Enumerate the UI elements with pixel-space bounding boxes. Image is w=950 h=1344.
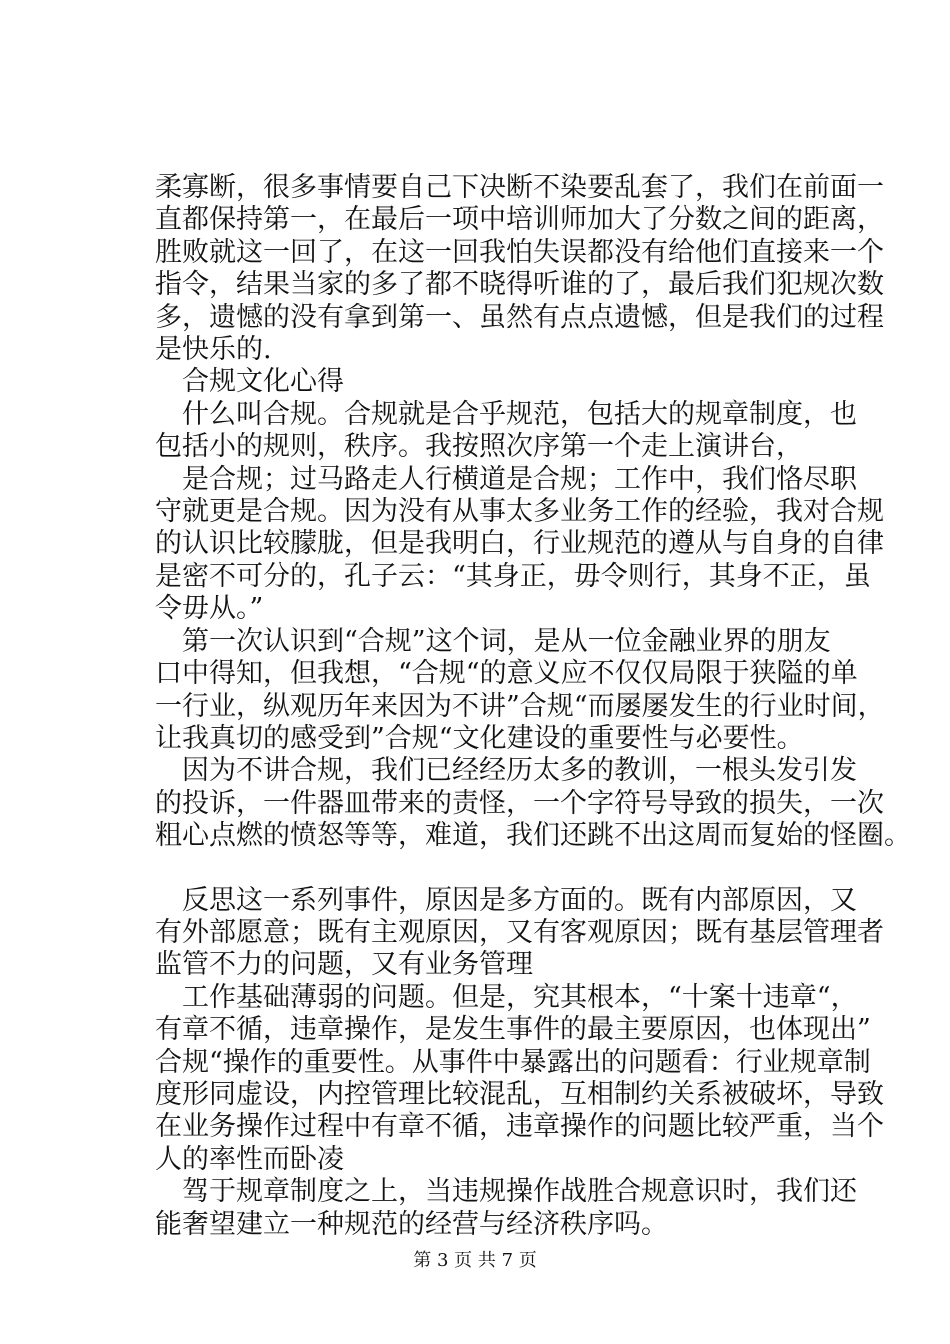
paragraph xyxy=(155,398,857,464)
paragraph xyxy=(155,755,911,852)
text-line: 粗心点燃的愤怒等等，难道，我们还跳不出这周而复始的怪圈。 xyxy=(155,820,911,852)
text-line: 驾于规章制度之上，当违规操作战胜合规意识时，我们还 xyxy=(182,1176,857,1208)
text-line: 合规文化心得 xyxy=(182,366,344,398)
text-line: 让我真切的感受到”合规“文化建设的重要性与必要性。 xyxy=(155,722,804,754)
text-line: 指令，结果当家的多了都不晓得听谁的了，最后我们犯规次数 xyxy=(155,269,884,301)
text-line: 直都保持第一，在最后一项中培训师加大了分数之间的距离， xyxy=(155,204,884,236)
text-line: 柔寡断，很多事情要自己下决断不染要乱套了，我们在前面一 xyxy=(155,172,884,203)
text-line: 守就更是合规。因为没有从事太多业务工作的经验，我对合规 xyxy=(155,496,884,528)
paragraph xyxy=(155,366,845,398)
text-line: 有外部愿意；既有主观原因，又有客观原因；既有基层管理者 xyxy=(155,916,884,948)
text-line: 令毋从。” xyxy=(155,593,264,625)
paragraph xyxy=(155,463,884,626)
text-line: 度形同虚设，内控管理比较混乱，互相制约关系被破坏，导致 xyxy=(155,1078,884,1110)
text-line: 胜败就这一回了，在这一回我怕失误都没有给他们直接来一个 xyxy=(155,236,884,268)
text-line: 是密不可分的，孔子云：“其身正，毋令则行，其身不正，虽 xyxy=(155,560,871,592)
text-line: 合规“操作的重要性。从事件中暴露出的问题看：行业规章制 xyxy=(155,1046,871,1078)
text-line: 什么叫合规。合规就是合乎规范，包括大的规章制度，也 xyxy=(182,398,857,430)
text-line: 能奢望建立一种规范的经营与经济秩序吗。 xyxy=(155,1208,668,1240)
text-line: 监管不力的问题，又有业务管理 xyxy=(155,949,533,981)
text-line: 是合规；过马路走人行横道是合规；工作中，我们恪尽职 xyxy=(182,463,857,495)
text-line: 的认识比较朦胧，但是我明白，行业规范的遵从与自身的自律 xyxy=(155,528,884,560)
paragraph xyxy=(155,981,884,1176)
text-line: 是快乐的. xyxy=(155,334,272,366)
paragraph xyxy=(155,625,885,756)
paragraph xyxy=(155,172,884,366)
text-line: 一行业，纵观历年来因为不讲”合规“而屡屡发生的行业时间， xyxy=(155,690,885,722)
text-line: 口中得知，但我想，“合规“的意义应不仅仅局限于狭隘的单 xyxy=(155,658,858,690)
text-line: 的投诉，一件器皿带来的责怪，一个字符号导致的损失，一次 xyxy=(155,787,884,819)
paragraph-gap xyxy=(155,853,845,885)
text-line: 多，遗憾的没有拿到第一、虽然有点点遗憾，但是我们的过程 xyxy=(155,301,884,333)
text-line: 包括小的规则，秩序。我按照次序第一个走上演讲台， xyxy=(155,431,803,463)
paragraph xyxy=(155,1176,857,1241)
document-body xyxy=(155,172,911,1241)
text-line: 反思这一系列事件，原因是多方面的。既有内部原因，又 xyxy=(182,884,857,916)
text-line: 因为不讲合规，我们已经经历太多的教训，一根头发引发 xyxy=(182,755,857,787)
text-line: 工作基础薄弱的问题。但是，究其根本，“十案十违章“， xyxy=(182,981,858,1013)
text-line: 在业务操作过程中有章不循，违章操作的问题比较严重，当个 xyxy=(155,1111,884,1143)
text-line: 人的率性而卧凌 xyxy=(155,1143,344,1175)
text-line: 有章不循，违章操作，是发生事件的最主要原因，也体现出” xyxy=(155,1014,871,1046)
page-footer: 第 3 页 共 7 页 xyxy=(413,1250,537,1271)
text-line: 第一次认识到“合规”这个词，是从一位金融业界的朋友 xyxy=(182,625,831,657)
paragraph xyxy=(155,884,884,982)
